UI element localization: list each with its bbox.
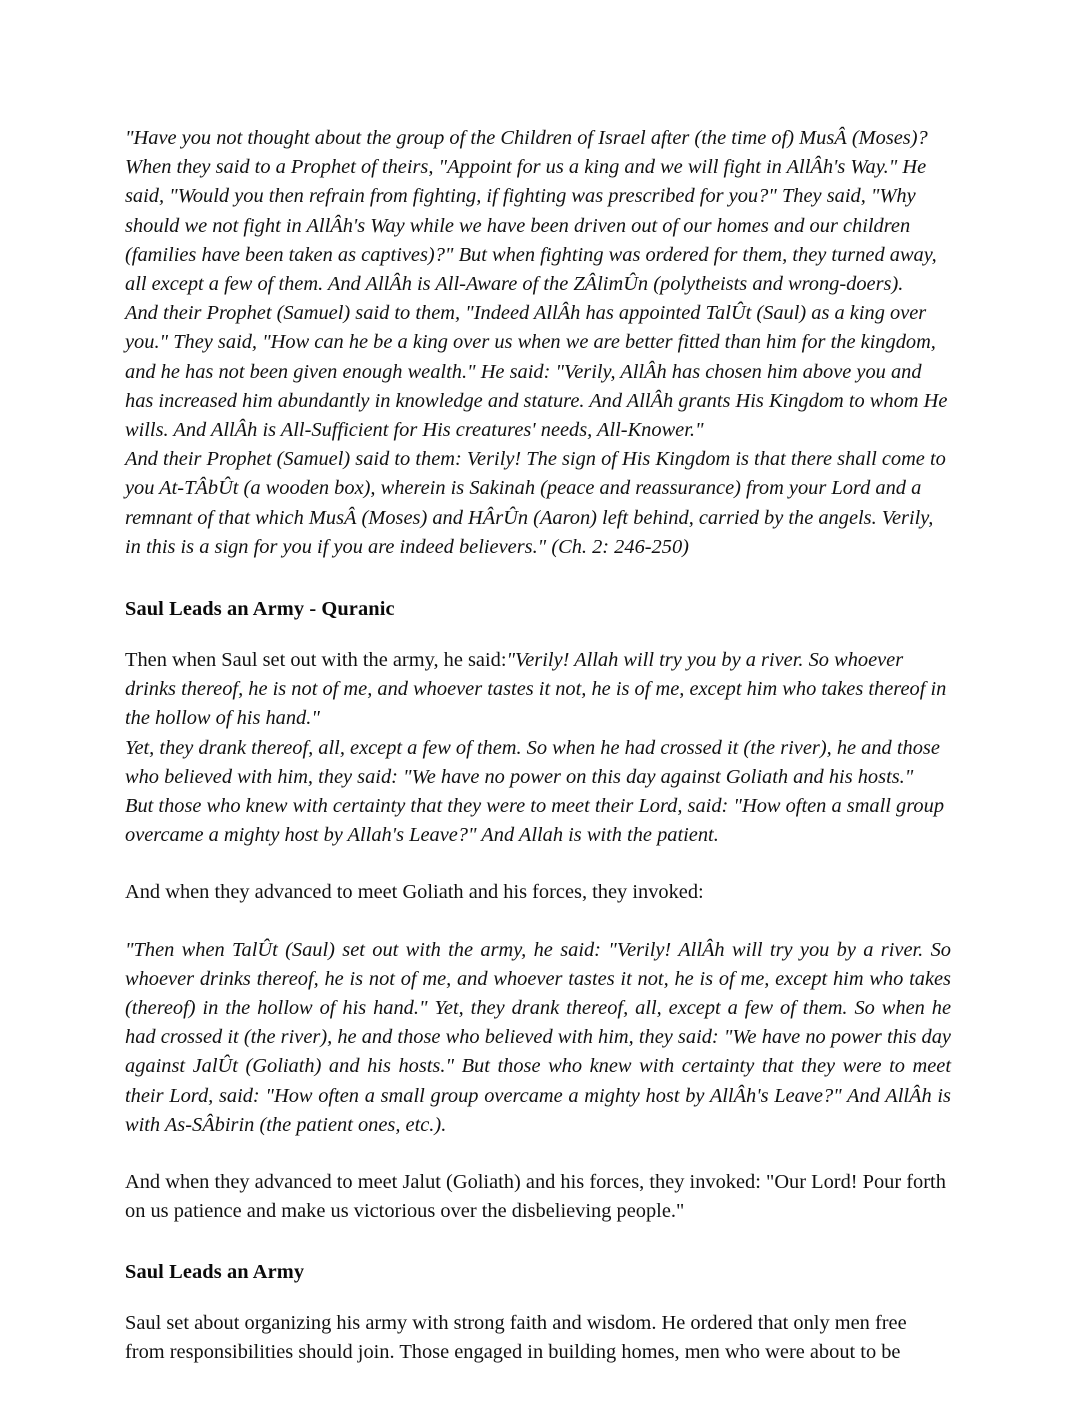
section-heading-quranic: Saul Leads an Army - Quranic xyxy=(125,598,395,621)
quote-paragraph-2: Yet, they drank thereof, all, except a few of them. So when he had crossed it (the river), he and those who believed with him, they said: "We have no power on this day against Goliath and his hosts." xyxy=(125,736,940,788)
spacer xyxy=(125,850,951,878)
quote-paragraph-3: But those who knew with certainty that they were to meet their Lord, said: "How often a small group overcame a mighty host by Allah's Leave?" And Allah is with the patient. xyxy=(125,795,945,847)
spacer xyxy=(125,1140,951,1168)
narration-goliath-invoked: And when they advanced to meet Goliath and his forces, they invoked: xyxy=(125,881,704,904)
mixed-quote-line xyxy=(125,646,951,734)
spacer xyxy=(125,562,951,596)
spacer xyxy=(125,622,951,646)
saul-army-quranic-block xyxy=(125,646,951,850)
quotation-paragraph: And their Prophet (Samuel) said to them: Verily! The sign of His Kingdom is that there shall come to you At-TÂbÛt (a wooden box), wherein is Sakinah (peace and reassurance) from your Lord and a remnant of that which MusÂ (Moses) and HÂrÛn (Aaron) left behind, carried by the angels. Verily, in this is a sign for you if you are indeed believers." (Ch. 2: 246-250) xyxy=(125,448,946,558)
quranic-quotation-block-2: "Then when TalÛt (Saul) set out with the army, he said: "Verily! AllÂh will try you by a river. So whoever drinks thereof, he is not of me, and whoever tastes it not, he is of me, except him who takes (thereof) in the hollow of his hand." Yet, they drank thereof, all, except a few of them. So when he had crossed it (the river), he and those who believed with him, they said: "We have no power this day against JalÛt (Goliath) and his hosts." But those who knew with certainty that they were to meet their Lord, said: "How often a small group overcame a mighty host by AllÂh's Leave?" And AllÂh is with As-SÂbirin (the patient ones, etc.). xyxy=(125,938,951,1136)
body-paragraph-final: Saul set about organizing his army with strong faith and wisdom. He ordered that only men free from responsibilities should join. Those engaged in building homes, men who were about to be xyxy=(125,1311,907,1363)
quotation-paragraph: And their Prophet (Samuel) said to them, "Indeed AllÂh has appointed TalÛt (Saul) as a king over you." They said, "How can he be a king over us when we are better fitted than him for the kingdom, and he has not been given enough wealth." He said: "Verily, AllÂh has chosen him above you and has increased him abundantly in knowledge and stature. And AllÂh grants His Kingdom to whom He wills. And AllÂh is All-Sufficient for His creatures' needs, All-Knower." xyxy=(125,302,948,442)
quotation-paragraph: "Have you not thought about the group of the Children of Israel after (the time of) MusÂ (Moses)? When they said to a Prophet of theirs, "Appoint for us a king and we will fight in AllÂh's Way." He said, "Would you then refrain from fighting, if fighting was prescribed for you?" They said, "Why should we not fight in AllÂh's Way while we have been driven out of our homes and our children (families have been taken as captives)?" But when fighting was ordered for them, they turned away, all except a few of them. And AllÂh is All-Aware of the ZÂlimÛn (polytheists and wrong-doers). xyxy=(125,127,937,296)
section-heading-plain: Saul Leads an Army xyxy=(125,1260,305,1283)
quote-lead-in: Then when Saul set out with the army, he said: xyxy=(125,649,507,672)
quote-body: "Verily! Allah will try you by a river. So whoever drinks thereof, he is not of me, and whoever tastes it not, he is of me, except him who takes thereof in the hollow of his hand." xyxy=(125,649,947,730)
narration-jalut-invoked: And when they advanced to meet Jalut (Goliath) and his forces, they invoked: "Our Lord! Pour forth on us patience and make us victorious over the disbelieving people." xyxy=(125,1171,946,1223)
spacer xyxy=(125,908,951,936)
spacer xyxy=(125,1285,951,1309)
page-content-column xyxy=(125,124,951,1367)
quranic-quotation-block-1 xyxy=(125,124,951,562)
spacer xyxy=(125,1227,951,1259)
